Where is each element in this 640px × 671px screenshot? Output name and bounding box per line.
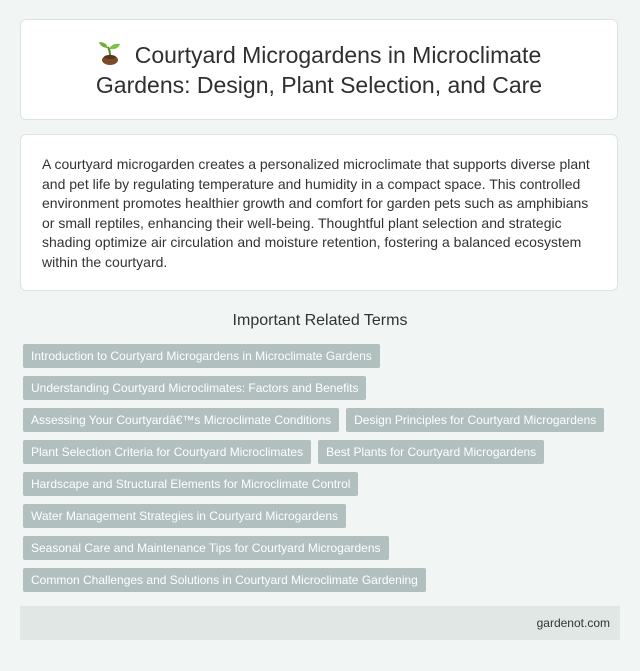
footer xyxy=(20,606,620,640)
term-row xyxy=(23,440,623,464)
related-terms-list xyxy=(23,344,623,600)
term-tag[interactable]: Introduction to Courtyard Microgardens in Microclimate Gardens xyxy=(23,344,380,368)
term-tag[interactable]: Common Challenges and Solutions in Courtyard Microclimate Gardening xyxy=(23,568,426,592)
term-tag[interactable]: Assessing Your Courtyardâ€™s Microclimate Conditions xyxy=(23,408,339,432)
term-row xyxy=(23,536,623,560)
summary-card xyxy=(20,134,618,291)
term-tag[interactable]: Water Management Strategies in Courtyard Microgardens xyxy=(23,504,346,528)
page-title-text: Courtyard Microgardens in Microclimate Gardens: Design, Plant Selection, and Care xyxy=(95,41,543,98)
term-row xyxy=(23,504,623,528)
term-tag[interactable]: Best Plants for Courtyard Microgardens xyxy=(318,440,544,464)
term-row xyxy=(23,408,623,432)
term-row xyxy=(23,472,623,496)
term-tag[interactable]: Design Principles for Courtyard Microgardens xyxy=(346,408,604,432)
term-tag[interactable]: Seasonal Care and Maintenance Tips for Courtyard Microgardens xyxy=(23,536,389,560)
term-tag[interactable]: Understanding Courtyard Microclimates: Factors and Benefits xyxy=(23,376,366,400)
term-tag[interactable]: Hardscape and Structural Elements for Microclimate Control xyxy=(23,472,358,496)
term-tag[interactable]: Plant Selection Criteria for Courtyard Microclimates xyxy=(23,440,311,464)
term-row xyxy=(23,568,623,592)
term-row xyxy=(23,376,623,400)
footer-site-link[interactable]: gardenot.com xyxy=(536,616,610,630)
page-title xyxy=(59,40,579,100)
title-card xyxy=(20,19,618,120)
summary-text: A courtyard microgarden creates a personalized microclimate that supports diverse plant and pet life by regulating temperature and humidity in a compact space. This controlled environment promotes healthier growth and comfort for garden pets such as amphibians or small reptiles, enhancing their well-being. Thoughtful plant selection and strategic shading optimize air circulation and moisture retention, fostering a balanced ecosystem within the courtyard. xyxy=(42,156,590,270)
sprout-icon xyxy=(97,40,123,66)
related-terms-heading: Important Related Terms xyxy=(232,312,408,329)
term-row xyxy=(23,344,623,368)
